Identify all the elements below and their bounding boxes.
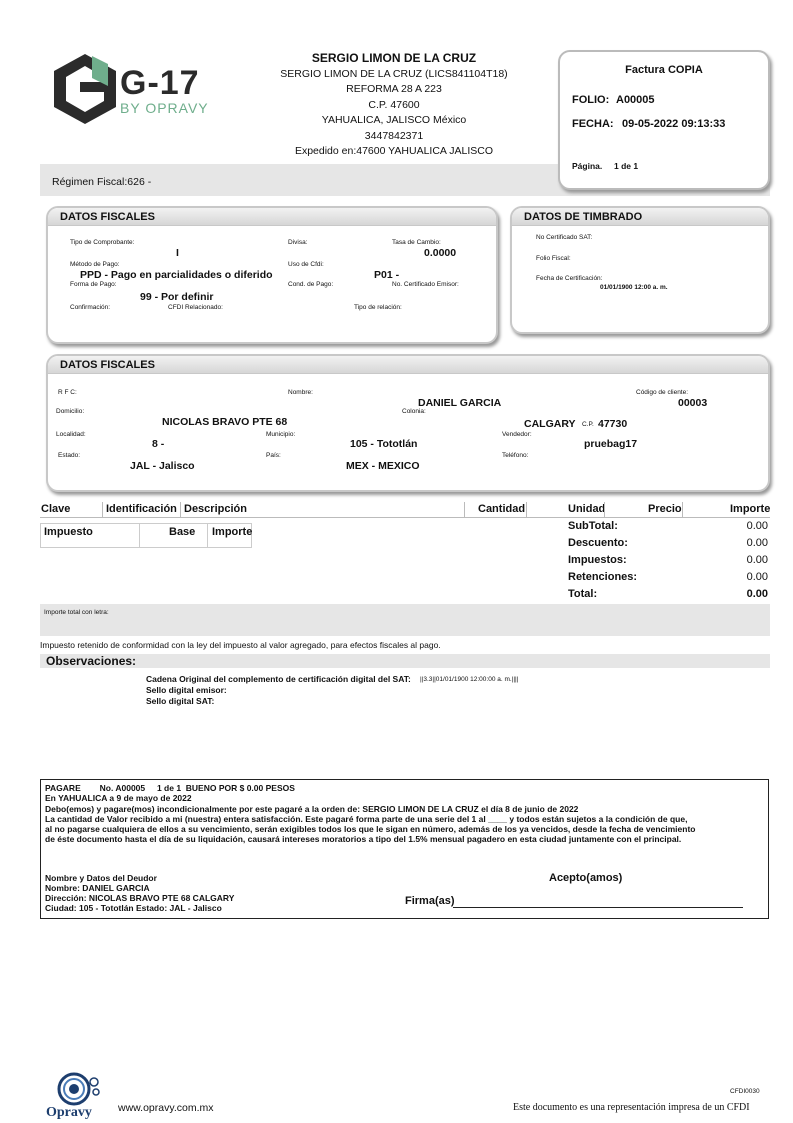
cliente-panel [46, 354, 770, 492]
fecha-label: FECHA: [572, 118, 614, 130]
codigo-value: 00003 [678, 397, 708, 409]
telefono-label: Teléfono: [502, 452, 529, 459]
col-cantidad: Cantidad [478, 503, 526, 515]
estado-value: JAL - Jalisco [130, 460, 195, 472]
confirm-label: Confirmación: [70, 304, 111, 311]
firma-label: Firma(as) [405, 895, 455, 907]
tax-col-impuesto: Impuesto [44, 526, 93, 538]
metodo-value: PPD - Pago en parcialidades o diferido [80, 269, 273, 281]
totals-row [568, 537, 770, 554]
datos-timbrado-panel [510, 206, 770, 334]
cfdi-rel-label: CFDI Relacionado: [168, 304, 223, 311]
fecha-value: 09-05-2022 09:13:33 [622, 118, 726, 130]
forma-label: Forma de Pago: [70, 281, 117, 288]
totals-row [568, 520, 770, 537]
observaciones-band [40, 654, 770, 668]
col-clave: Clave [41, 503, 71, 515]
footer-brand: Opravy [46, 1105, 92, 1120]
uso-value: P01 - [374, 269, 400, 281]
issuer-phone: 3447842371 [364, 129, 424, 142]
deudor-title: Nombre y Datos del Deudor [45, 873, 157, 883]
pagare-line5: al no pagarse cualquiera de ellos a su vencimiento, serán exigibles todos los que le sigan en número, además de los ya vencidos, desde la fecha de vencimiento [45, 824, 696, 835]
tax-table [40, 523, 252, 548]
deudor-nombre: Nombre: DANIEL GARCIA [45, 883, 150, 893]
metodo-label: Método de Pago: [70, 261, 120, 268]
col-importe: Importe [730, 503, 771, 515]
issuer-cp: C.P. 47600 [368, 98, 420, 111]
issuer-expedido: Expedido en:47600 YAHUALICA JALISCO [294, 145, 494, 157]
tipo-rel-label: Tipo de relación: [354, 304, 402, 311]
subtotal-value: 0.00 [746, 520, 768, 532]
uso-label: Uso de Cfdi: [288, 261, 324, 268]
acepto-label: Acepto(amos) [549, 872, 623, 884]
tipo-label: Tipo de Comprobante: [70, 239, 135, 246]
codigo-label: Código de cliente: [636, 389, 689, 396]
retenciones-label: Retenciones: [568, 571, 638, 583]
pais-value: MEX - MEXICO [346, 460, 420, 472]
nombre-value: DANIEL GARCIA [418, 397, 502, 409]
issuer-name: SERGIO LIMON DE LA CRUZ [311, 51, 477, 65]
retenido-text: Impuesto retenido de conformidad con la ley del impuesto al valor agregado, para efectos fiscales al pago. [40, 640, 441, 650]
domicilio-value: NICOLAS BRAVO PTE 68 [162, 416, 288, 428]
pagare-line6: de éste documento hasta el día de su liquidación, causará intereses moratorios a tipo del 1.5% mensual pagadero en esta ciudad juntamente con el principal. [45, 834, 682, 845]
municipio-label: Municipio: [266, 431, 296, 438]
invoice-type: Factura COPIA [625, 64, 703, 76]
descuento-value: 0.00 [746, 537, 768, 549]
tax-col-base: Base [169, 526, 196, 538]
datos-timbrado-title: DATOS DE TIMBRADO [512, 208, 768, 226]
pagare-line3: Debo(emos) y pagare(mos) incondicionalmente por este pagaré a la orden de: SERGIO LIMON DE LA CRUZ el día 8 de junio de 2022 [45, 803, 579, 814]
total-label: Total: [568, 588, 598, 600]
tax-col-importe: Importe [212, 526, 253, 538]
tasa-label: Tasa de Cambio: [392, 239, 441, 246]
pagina-value: 1 de 1 [614, 161, 639, 171]
totals-row [568, 554, 770, 571]
nocert-label: No. Certificado Emisor: [392, 281, 459, 288]
pagare-line4: La cantidad de Valor recibido a mi (nuestra) entera satisfacción. Este pagaré forma parte de una serie del 1 al ____ y todos están sujetos a la condición de que, [45, 813, 688, 824]
fecha-cert-label: Fecha de Certificación: [536, 275, 603, 282]
retenciones-value: 0.00 [746, 571, 768, 583]
g17-hex-icon [50, 52, 120, 126]
datos-fiscales-panel [46, 206, 498, 344]
issuer-legal: SERGIO LIMON DE LA CRUZ (LICS841104T18) [280, 67, 508, 80]
issuer-street: REFORMA 28 A 223 [346, 83, 442, 95]
invoice-box [558, 50, 770, 190]
col-identificacion: Identificación [106, 503, 177, 515]
subtotal-label: SubTotal: [568, 520, 618, 532]
impuestos-value: 0.00 [746, 554, 768, 566]
importe-letra-band [40, 604, 770, 636]
col-descripcion: Descripción [184, 503, 247, 515]
forma-value: 99 - Por definir [140, 291, 214, 303]
tipo-value: I [176, 247, 179, 259]
domicilio-label: Domicilio: [56, 408, 85, 415]
observaciones-label: Observaciones: [46, 654, 137, 668]
colonia-value: CALGARY [524, 418, 576, 430]
nombre-label: Nombre: [288, 389, 313, 396]
folio-fiscal-label: Folio Fiscal: [536, 255, 571, 262]
datos-fiscales-title: DATOS FISCALES [48, 208, 496, 226]
total-value: 0.00 [746, 588, 768, 600]
footer-url: www.opravy.com.mx [118, 1102, 214, 1114]
cadena-value: ||3.3||01/01/1900 12:00:00 a. m.|||| [420, 676, 519, 683]
sello-sat-label: Sello digital SAT: [146, 696, 215, 706]
logo-brand: G-17 [120, 64, 200, 102]
pagina-label: Página. [572, 161, 603, 171]
rfc-label: R F C: [58, 389, 77, 396]
opravy-logo-icon [52, 1072, 102, 1106]
vendedor-value: pruebag17 [584, 438, 638, 450]
logo-sub: BY OPRAVY [120, 100, 209, 116]
importe-letra-label: Importe total con letra: [44, 609, 109, 616]
footer-note: Este documento es una representación impresa de un CFDI [513, 1102, 750, 1113]
footer-logo [44, 1072, 108, 1122]
impuestos-label: Impuestos: [568, 554, 627, 566]
totals-row [568, 588, 770, 605]
pagare-line2: En YAHUALICA a 9 de mayo de 2022 [45, 793, 192, 804]
folio-label: FOLIO: [572, 94, 610, 106]
firma-line [453, 907, 743, 908]
estado-label: Estado: [58, 452, 81, 459]
cp-value: 47730 [598, 418, 628, 430]
nocert-sat-label: No Certificado SAT: [536, 234, 593, 241]
issuer-block [260, 51, 528, 160]
deudor-direccion: Dirección: NICOLAS BRAVO PTE 68 CALGARY [45, 893, 235, 903]
items-header [40, 502, 770, 518]
logo [50, 52, 230, 128]
cond-label: Cond. de Pago: [288, 281, 334, 288]
totals-block [568, 520, 770, 605]
issuer-city: YAHUALICA, JALISCO México [321, 114, 467, 126]
localidad-label: Localidad: [56, 431, 86, 438]
cadena-label: Cadena Original del complemento de certificación digital del SAT: [146, 674, 411, 684]
fecha-cert-value: 01/01/1900 12:00 a. m. [600, 284, 668, 291]
municipio-value: 105 - Tototlán [350, 438, 418, 450]
pagare-line1: PAGARE No. A00005 1 de 1 BUENO POR $ 0.00 PESOS [45, 783, 295, 793]
cp-label: C.P. [582, 421, 594, 428]
cliente-title: DATOS FISCALES [48, 356, 768, 374]
sello-emisor-label: Sello digital emisor: [146, 685, 227, 695]
col-precio: Precio [648, 503, 682, 515]
regimen-fiscal: Régimen Fiscal:626 - [52, 176, 152, 188]
vendedor-label: Vendedor: [502, 431, 532, 438]
localidad-value: 8 - [152, 438, 165, 450]
pais-label: País: [266, 452, 281, 459]
tasa-value: 0.0000 [424, 247, 457, 259]
footer-code: CFDI0030 [730, 1088, 760, 1095]
colonia-label: Colonia: [402, 408, 426, 415]
pagare-box [40, 779, 769, 919]
totals-row [568, 571, 770, 588]
deudor-ciudad: Ciudad: 105 - Tototlán Estado: JAL - Jalisco [45, 903, 222, 913]
descuento-label: Descuento: [568, 537, 628, 549]
folio-value: A00005 [616, 94, 655, 106]
col-unidad: Unidad [568, 503, 606, 515]
divisa-label: Divisa: [288, 239, 308, 246]
